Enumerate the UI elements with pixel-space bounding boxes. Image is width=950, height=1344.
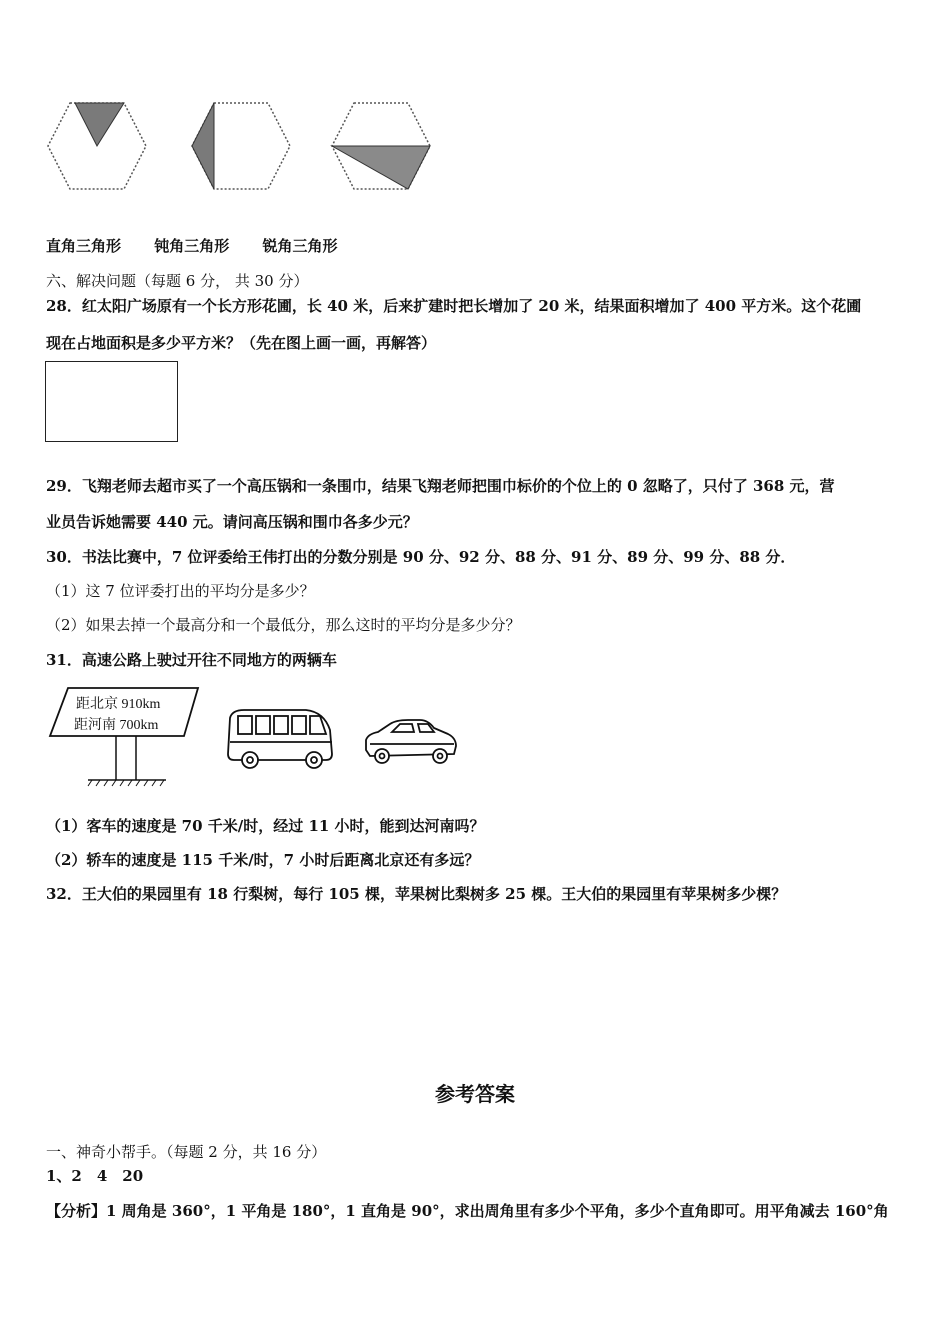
- bus-icon: [228, 710, 332, 768]
- car-icon: [366, 720, 456, 763]
- answer-1: 1、2 4 20: [46, 1167, 144, 1185]
- q29-line2: 业员告诉她需要 440 元。请问高压锅和围巾各多少元？: [46, 513, 418, 531]
- hexagon-acute-triangle: [332, 103, 430, 189]
- sign-line-henan: 距河南 700km: [74, 718, 159, 733]
- hexagon-obtuse-triangle: [192, 103, 290, 189]
- q28-line1: 28．红太阳广场原有一个长方形花圃，长 40 米，后来扩建时把长增加了 20 米，结果面积增加了 400 平方米。这个花圃: [46, 297, 862, 315]
- q29-line1: 29．飞翔老师去超市买了一个高压锅和一条围巾，结果飞翔老师把围巾标价的个位上的 0 忽略了，只付了 368 元，营: [46, 477, 835, 495]
- road-sign: [50, 688, 198, 786]
- q30-sub2: （2）如果去掉一个最高分和一个最低分，那么这时的平均分是多少分？: [46, 616, 521, 634]
- q32-text: 32．王大伯的果园里有 18 行梨树，每行 105 棵，苹果树比梨树多 25 棵。王大伯的果园里有苹果树多少棵？: [46, 885, 787, 903]
- answers-section1-heading: 一、神奇小帮手。（每题 2 分，共 16 分）: [46, 1143, 327, 1161]
- figure-labels: [46, 236, 366, 256]
- q31-stem: 31．高速公路上驶过开往不同地方的两辆车: [46, 651, 337, 669]
- section6-heading: 六、解决问题（每题 6 分， 共 30 分）: [46, 272, 309, 290]
- q28-line2: 现在占地面积是多少平方米？（先在图上画一画，再解答）: [46, 334, 437, 352]
- sign-line-beijing: 距北京 910km: [76, 697, 161, 712]
- q31-sub1: （1）客车的速度是 70 千米/时，经过 11 小时，能到达河南吗？: [46, 817, 485, 835]
- answer-1-analysis: 【分析】1 周角是 360°，1 平角是 180°，1 直角是 90°，求出周角里有多少个平角，多少个直角即可。用平角减去 160°角: [46, 1202, 889, 1220]
- label-right-triangle: 直角三角形: [46, 237, 122, 255]
- answers-title: 参考答案: [435, 1082, 515, 1106]
- highway-illustration: [44, 684, 464, 790]
- hexagon-right-triangle: [48, 103, 146, 189]
- q31-sub2: （2）轿车的速度是 115 千米/时，7 小时后距离北京还有多远？: [46, 851, 480, 869]
- q30-sub1: （1）这 7 位评委打出的平均分是多少？: [46, 582, 315, 600]
- label-obtuse-triangle: 钝角三角形: [154, 237, 230, 255]
- label-acute-triangle: 锐角三角形: [262, 237, 338, 255]
- hexagon-figures: [44, 98, 444, 194]
- garden-rectangle-drawing: [45, 361, 178, 442]
- q30-stem: 30．书法比赛中，7 位评委给王伟打出的分数分别是 90 分、92 分、88 分、91 分、89 分、99 分、88 分．: [46, 548, 796, 566]
